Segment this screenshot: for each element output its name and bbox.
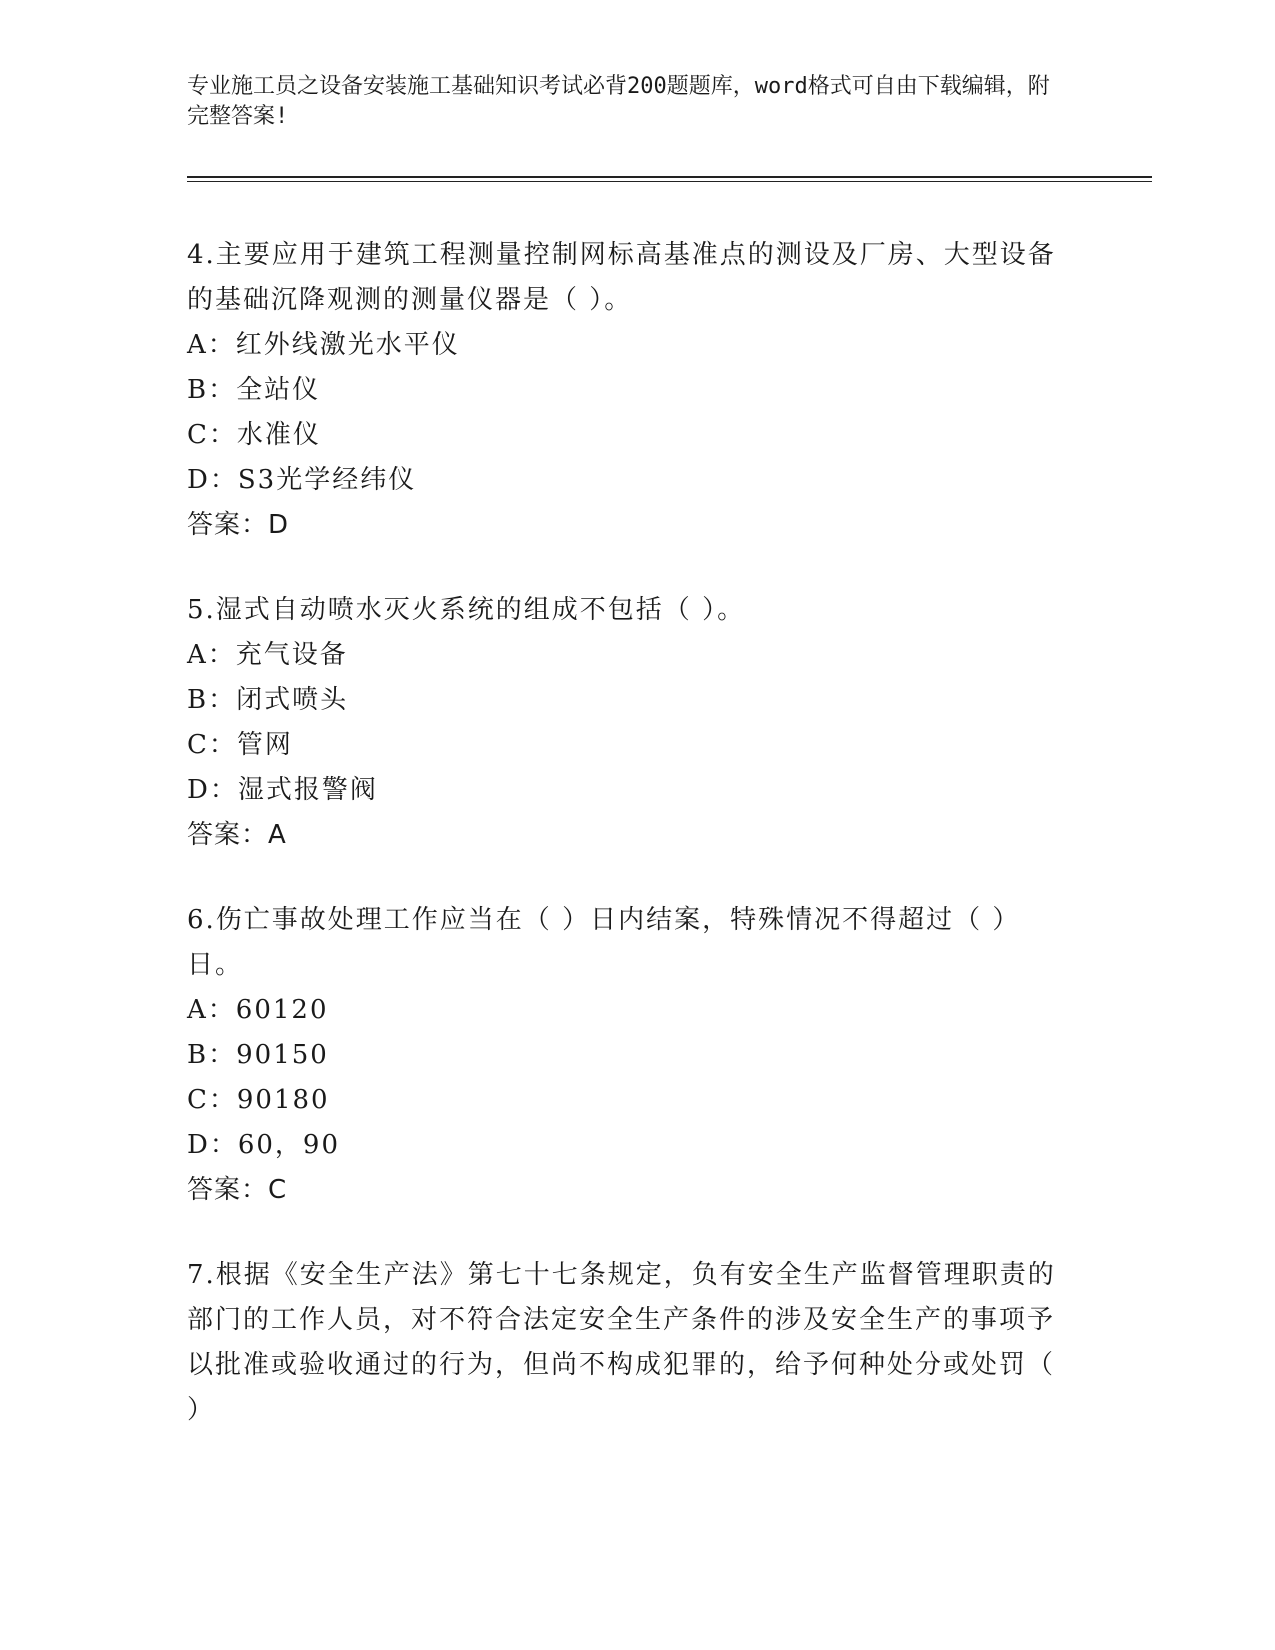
header-rule-thin: [187, 181, 1152, 182]
question-stem: 4.主要应用于建筑工程测量控制网标高基准点的测设及厂房、大型设备的基础沉降观测的测量仪器是（ ）。: [187, 240, 1056, 315]
question-5: [187, 588, 1067, 858]
option-b: B：全站仪: [187, 375, 321, 405]
option-a: A：红外线激光水平仪: [187, 330, 460, 360]
question-6: [187, 898, 1067, 1213]
document-header: 专业施工员之设备安装施工基础知识考试必背200题题库，word格式可自由下载编辑，附完整答案!: [187, 74, 1050, 129]
option-d: D：S3光学经纬仪: [187, 465, 417, 495]
option-a: A：60120: [187, 995, 329, 1025]
answer-line: 答案：A: [187, 820, 287, 850]
answer-line: 答案：C: [187, 1175, 288, 1205]
question-stem: 5.湿式自动喷水灭火系统的组成不包括（ ）。: [187, 595, 746, 625]
option-b: B：90150: [187, 1040, 329, 1070]
option-c: C：90180: [187, 1085, 330, 1115]
question-7: [187, 1253, 1067, 1433]
option-d: D：湿式报警阀: [187, 775, 378, 805]
question-list: [187, 233, 1067, 1473]
option-a: A：充气设备: [187, 640, 348, 670]
header-rule-thick: [187, 176, 1152, 178]
question-4: [187, 233, 1067, 548]
option-d: D：60，90: [187, 1130, 341, 1160]
question-stem: 6.伤亡事故处理工作应当在（ ）日内结案，特殊情况不得超过（ ）日。: [187, 905, 1021, 980]
question-stem: 7.根据《安全生产法》第七十七条规定，负有安全生产监督管理职责的部门的工作人员，对不符合法定安全生产条件的涉及安全生产的事项予以批准或验收通过的行为，但尚不构成犯罪的，给予何种处分或处罚（ ）: [187, 1260, 1056, 1425]
option-c: C：水准仪: [187, 420, 321, 450]
answer-line: 答案：D: [187, 510, 290, 540]
option-c: C：管网: [187, 730, 293, 760]
option-b: B：闭式喷头: [187, 685, 349, 715]
